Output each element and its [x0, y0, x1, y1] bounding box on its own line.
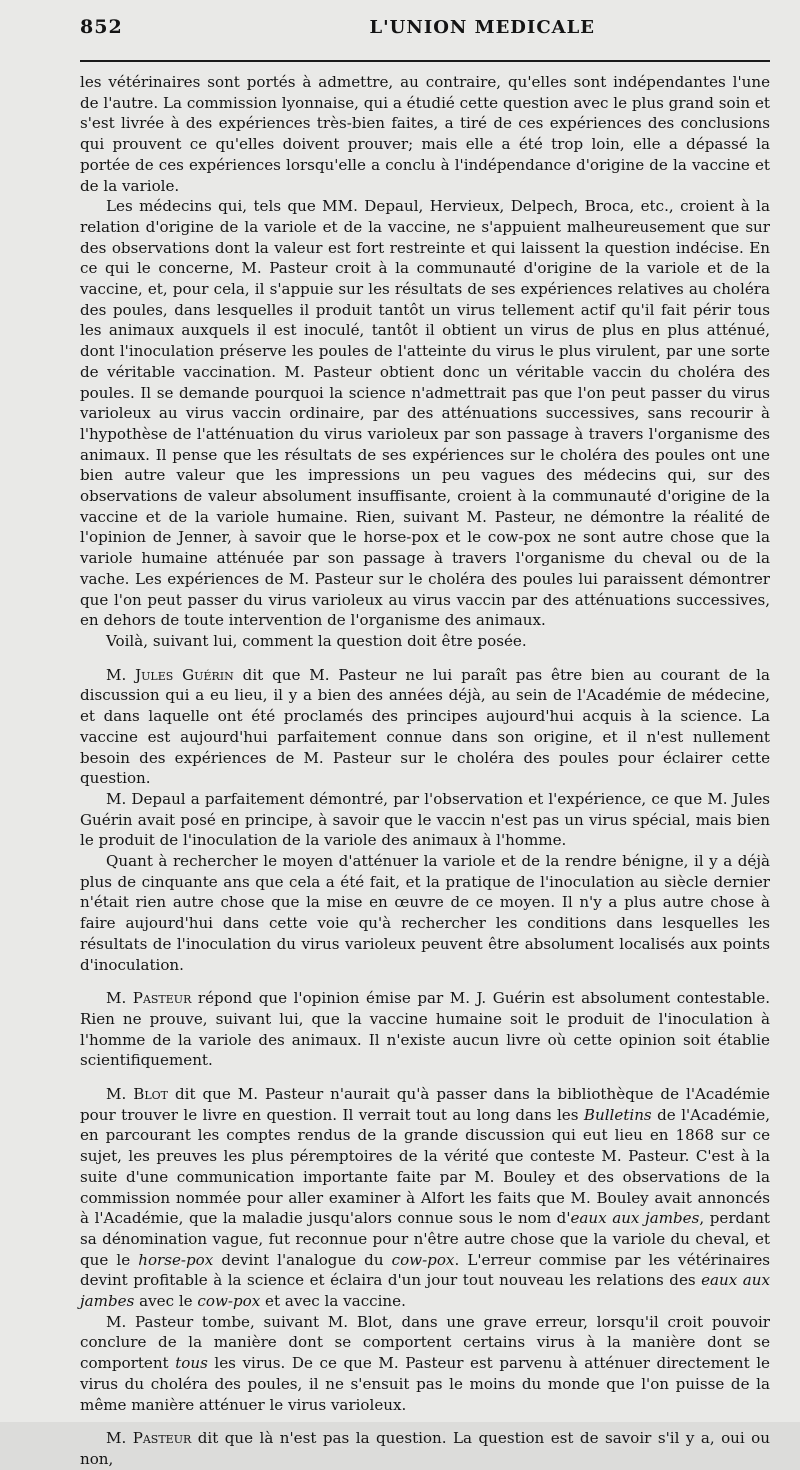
- paragraph-text: dit que M. Pasteur n'aurait qu'à passer dans la bibliothèque de l'Académie pour trouver le livre en question. Il verrait tout au long dans les: [80, 1085, 770, 1124]
- paragraph: [80, 665, 770, 789]
- paragraph: [80, 631, 770, 652]
- speaker-name: M. Pasteur: [106, 989, 192, 1008]
- paragraph-text: dit que là n'est pas la question. La question est de savoir s'il y a, oui ou non,: [80, 1429, 770, 1468]
- italic-text: Bulletins: [583, 1105, 652, 1124]
- page-header: [80, 16, 770, 62]
- italic-text: eaux aux jambes: [570, 1209, 700, 1228]
- paragraph-text: . L'erreur commise par les vétérinaires devint profitable à la science et éclaira d'un jour tout nouveau les relations des: [80, 1250, 770, 1290]
- paragraph: [80, 1312, 770, 1416]
- paragraph: [80, 72, 770, 196]
- page-number: 852: [80, 16, 123, 38]
- paragraph-text: , perdant sa dénomination vague, fut reconnue pour n'être autre chose que la variole du cheval, et que le: [80, 1209, 770, 1269]
- paragraph-text: avec le: [134, 1292, 198, 1311]
- paragraph-text: et avec la vaccine.: [260, 1292, 406, 1311]
- italic-text: cow-pox: [391, 1250, 455, 1269]
- paragraph-text: dit que M. Pasteur ne lui paraît pas être bien au courant de la discussion qui a eu lieu, il y a bien des années déjà, au sein de l'Académie de médecine, et dans laquelle ont été proclamés des principes aujourd'hui acquis à la science. La vaccine est aujourd'hui parfaitement connue dans son origine, et il n'est nullement besoin des expériences de M. Pasteur sur le choléra des poules pour éclairer cette question.: [80, 665, 771, 788]
- italic-text: cow-pox: [197, 1292, 261, 1311]
- running-title: L'UNION MEDICALE: [369, 17, 595, 38]
- paragraph-text: de l'Académie, en parcourant les comptes rendus de la grande discussion qui eut lieu en 1868 sur ce sujet, les preuves les plus péremptoires de la vérité que conteste M. Pasteur. C'est à la suite d'une communication importante faite par M. Bouley et des observations de la commission nommée pour aller examiner à Alfort les faits que M. Bouley avait annoncés à l'Académie, que la maladie jusqu'alors connue sous le nom d': [80, 1105, 770, 1228]
- speaker-name: M. Jules Guérin: [106, 665, 234, 684]
- italic-text: tous: [175, 1354, 208, 1373]
- article-body: [80, 72, 770, 1470]
- speaker-name: M. Pasteur: [106, 1429, 192, 1448]
- paragraph-text: répond que l'opinion émise par M. J. Guérin est absolument contestable. Rien ne prouve, suivant lui, que la vaccine humaine soit le produit de l'inoculation à l'homme de la variole des animaux. Il n'existe aucun livre où cette opinion soit établie scientifiquement.: [80, 989, 770, 1070]
- italic-text: eaux aux jambes: [80, 1271, 770, 1311]
- paragraph: [80, 1084, 770, 1312]
- paragraph-text: Les médecins qui, tels que MM. Depaul, Hervieux, Delpech, Broca, etc., croient à la relation d'origine de la variole et de la vaccine, ne s'appuient malheureusement que sur des observations dont la valeur est fort restreinte et qui laissent la question indécise. En ce qui le concerne, M. Pasteur croit à la communauté d'origine de la variole et de la vaccine, et, pour cela, il s'appuie sur les résultats de ses expériences relatives au choléra des poules, dans lesquelles il produit tantôt un virus tellement actif qu'il fait périr tous les animaux auxquels il est inoculé, tantôt il obtient un virus de plus en plus atténué, dont l'inoculation préserve les poules de l'atteinte du virus le plus virulent, par une sorte de véritable vaccination. M. Pasteur obtient donc un véritable vaccin du choléra des poules. Il se demande pourquoi la science n'admettrait pas que l'on peut passer du virus varioleux au virus vaccin ordinaire, par des atténuations successives, sans recourir à l'hypothèse de l'atténuation du virus varioleux par son passage à travers l'organisme des animaux. Il pense que les résultats de ses expériences sur le choléra des poules ont une bien autre valeur que les impressions un peu vagues des médecins qui, sur des observations de valeur absolument insuffisante, croient à la communauté d'origine de la vaccine et de la variole humaine. Rien, suivant M. Pasteur, ne démontre la réalité de l'opinion de Jenner, à savoir que le horse-pox et le cow-pox ne sont autre chose que la variole humaine atténuée par son passage à travers l'organisme du cheval ou de la vache. Les expériences de M. Pasteur sur le choléra des poules lui paraissent démontrer que l'on peut passer du virus varioleux au virus vaccin par des atténuations successives, en dehors de toute intervention de l'organisme des animaux.: [80, 197, 770, 630]
- paragraph-text: Quant à rechercher le moyen d'atténuer la variole et de la rendre bénigne, il y a déjà plus de cinquante ans que cela a été fait, et la pratique de l'inoculation au siècle dernier n'était rien autre chose que la mise en œuvre de ce moyen. Il n'y a plus autre chose à faire aujourd'hui dans cette voie qu'à rechercher les conditions dans lesquelles les résultats de l'inoculation du virus varioleux peuvent être absolument localisés aux points d'inoculation.: [80, 852, 770, 974]
- italic-text: horse-pox: [138, 1250, 214, 1269]
- paragraph: [80, 988, 770, 1071]
- paragraph: [80, 789, 770, 851]
- paragraph-text: les vétérinaires sont portés à admettre, au contraire, qu'elles sont indépendantes l'une de l'autre. La commission lyonnaise, qui a étudié cette question avec le plus grand soin et s'est livrée à des expériences très-bien faites, a tiré de ces expériences des conclusions qui prouvent ce qu'elles doivent prouver; mais elle a été trop loin, elle a dépassé la portée de ces expériences lorsqu'elle a conclu à l'indépendance d'origine de la vaccine et de la variole.: [80, 73, 770, 195]
- paragraph-text: Voilà, suivant lui, comment la question doit être posée.: [106, 631, 527, 650]
- paragraph: [80, 196, 770, 631]
- paragraph-text: M. Pasteur tombe, suivant M. Blot, dans une grave erreur, lorsqu'il croit pouvoir conclure de la manière dont se comportent certains virus à la manière dont se comportent: [80, 1312, 770, 1373]
- paragraph-text: M. Depaul a parfaitement démontré, par l'observation et l'expérience, ce que M. Jules Guérin avait posé en principe, à savoir que le vaccin n'est pas un virus spécial, mais bien le produit de l'inoculation de la variole des animaux à l'homme.: [80, 789, 770, 850]
- paragraph-text: les virus. De ce que M. Pasteur est parvenu à atténuer directement le virus du choléra des poules, il ne s'ensuit pas le moins du monde que l'on puisse de la même manière atténuer le virus varioleux.: [80, 1354, 770, 1414]
- paragraph: [80, 1428, 770, 1469]
- paragraph: [80, 851, 770, 975]
- speaker-name: M. Blot: [106, 1085, 168, 1104]
- paragraph-text: devint l'analogue du: [213, 1250, 392, 1269]
